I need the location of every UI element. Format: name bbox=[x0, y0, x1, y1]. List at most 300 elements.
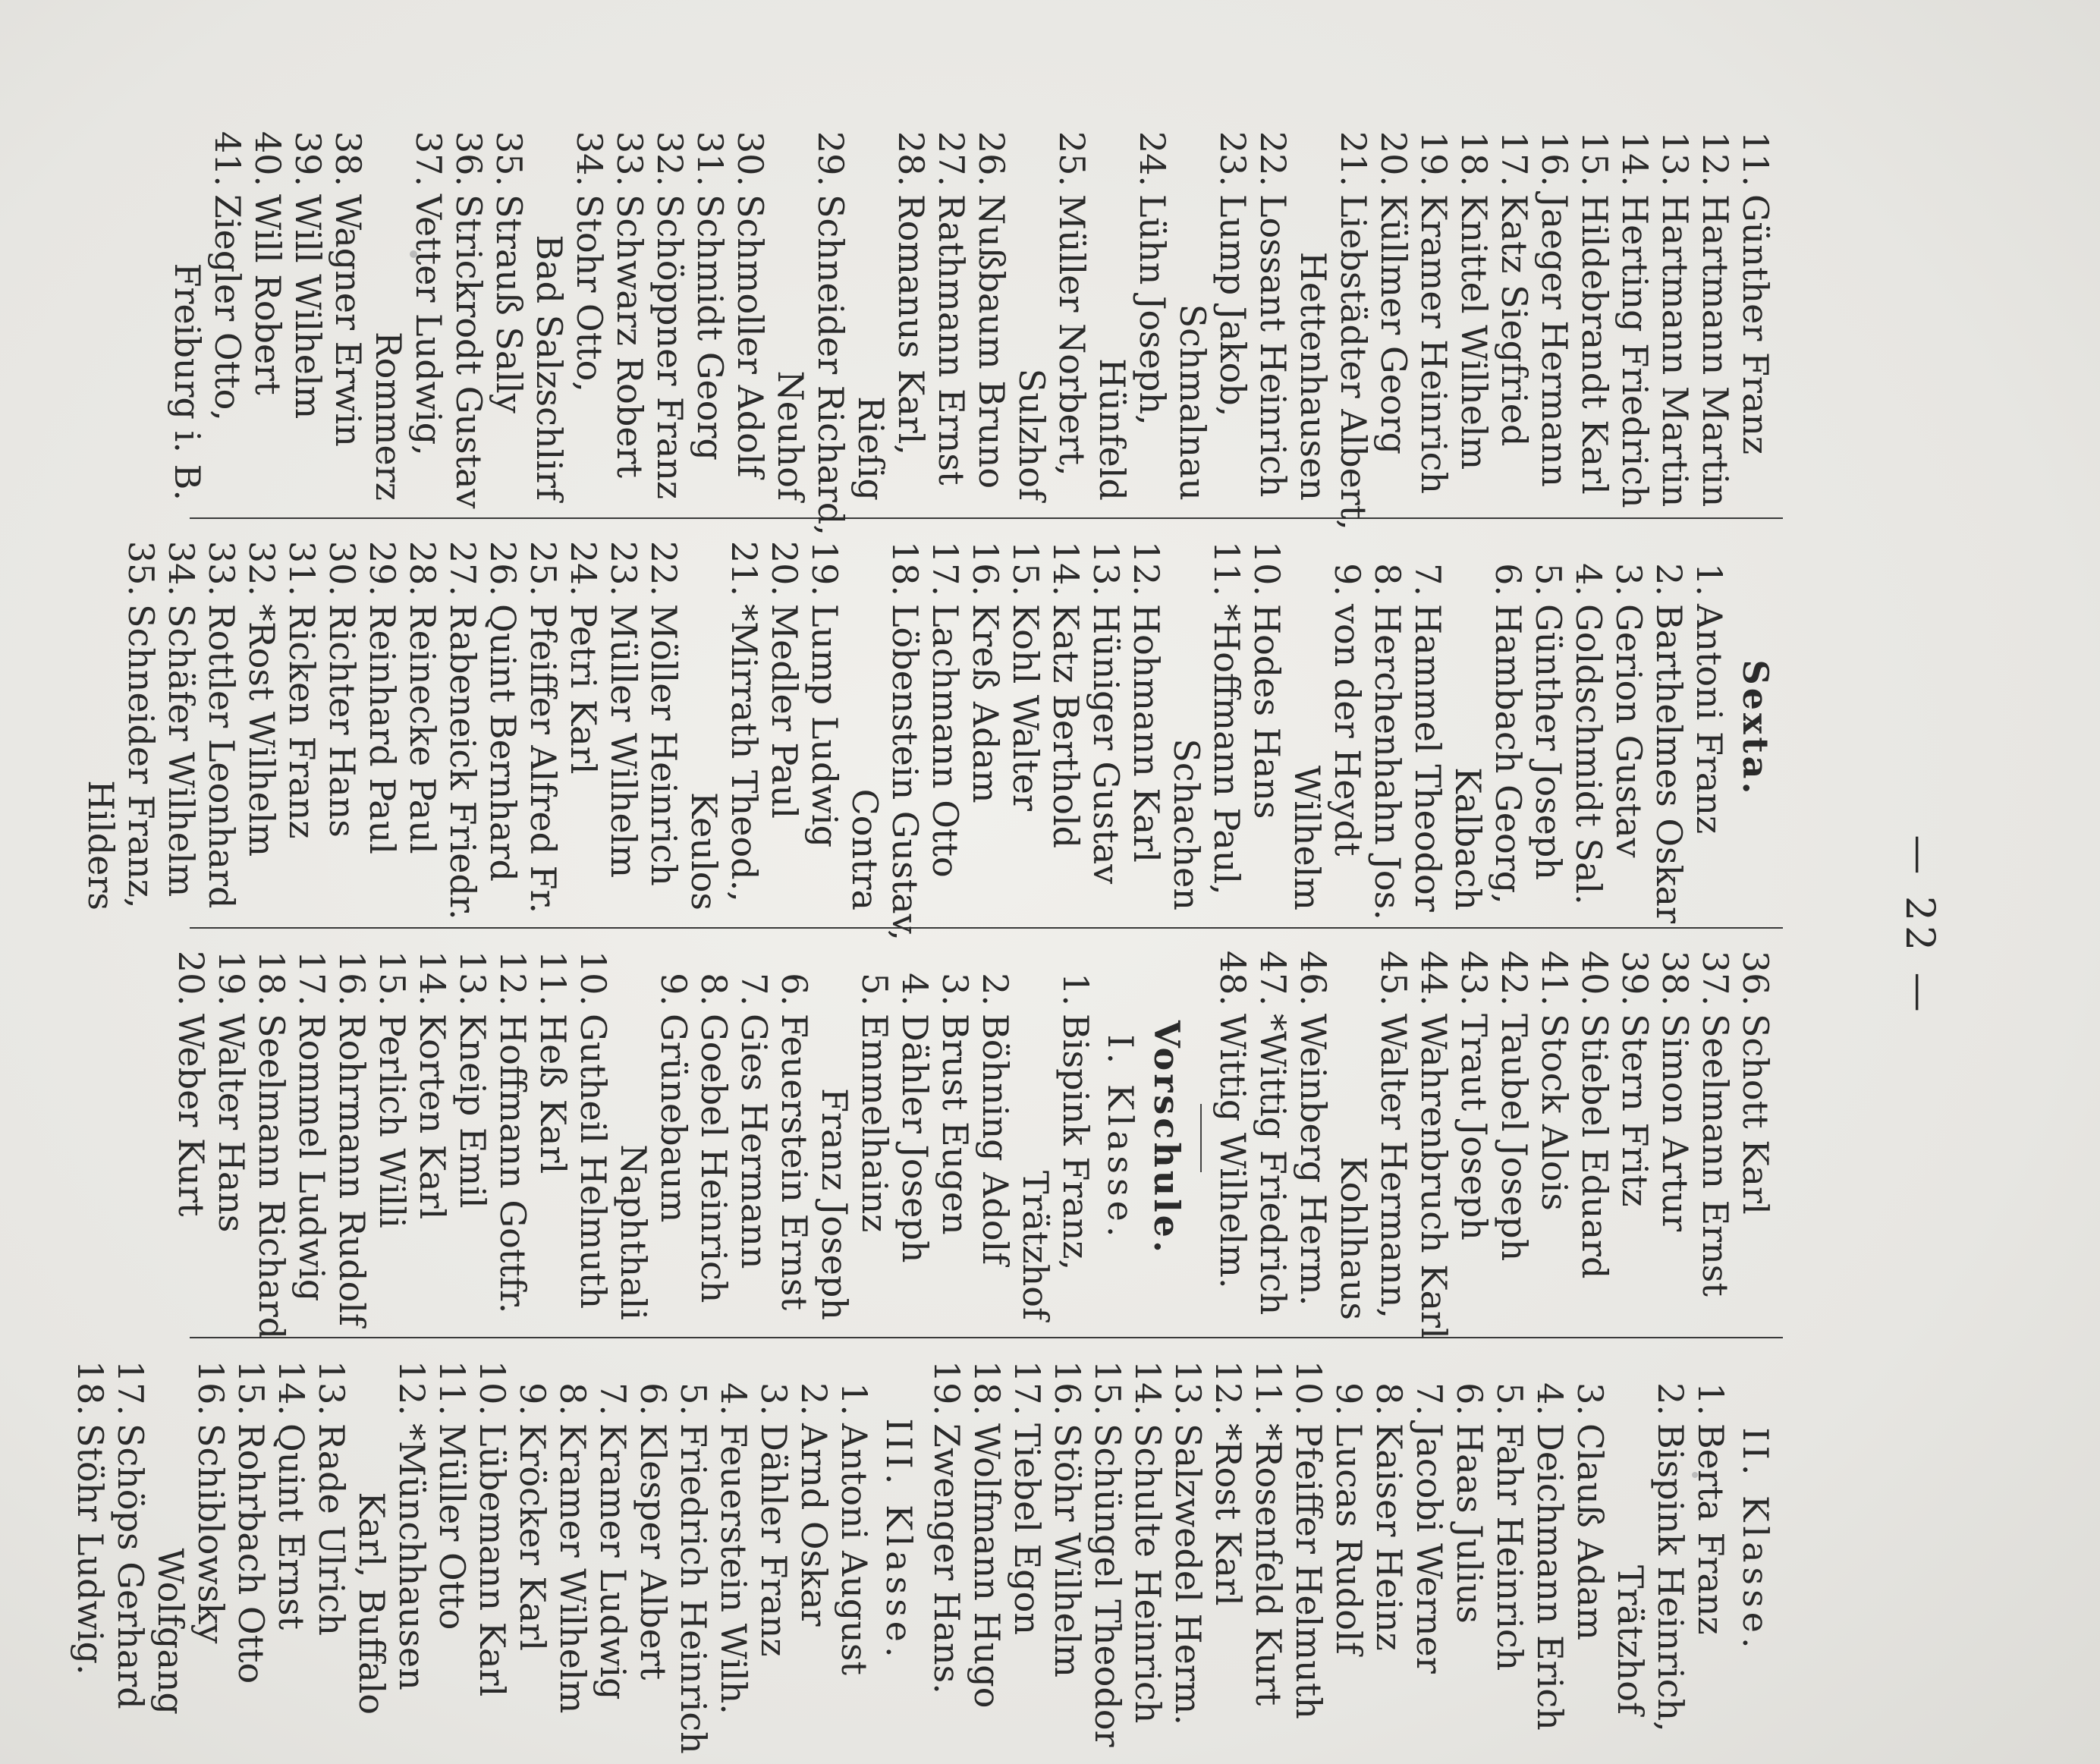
list-item-number: 5. bbox=[1489, 1382, 1530, 1416]
list-item bbox=[190, 1351, 231, 1730]
list-item-number: 15. bbox=[1005, 540, 1046, 596]
list-item-number: 40. bbox=[1574, 950, 1615, 1006]
list-item-name: Schöps Gerhard bbox=[110, 1423, 151, 1709]
list-item-number: 33. bbox=[609, 130, 650, 187]
list-item bbox=[1529, 1351, 1570, 1730]
column-2 bbox=[80, 531, 1776, 941]
list-item-name: Feuerstein Wilh. bbox=[713, 1423, 754, 1715]
list-item bbox=[1248, 1351, 1288, 1730]
list-item bbox=[372, 941, 412, 1335]
list-item-number: 16. bbox=[1534, 130, 1575, 187]
list-item bbox=[1655, 941, 1695, 1335]
list-item-name: Hoffmann Gottfr. bbox=[492, 1014, 533, 1314]
list-item bbox=[1695, 121, 1735, 516]
list-item-name: Petri Karl bbox=[563, 604, 604, 775]
list-item-name: Müller Norbert, bbox=[1052, 194, 1092, 476]
list-item-continuation: Sulzhof bbox=[1011, 368, 1052, 501]
list-item bbox=[1574, 941, 1614, 1335]
list-item bbox=[442, 531, 483, 926]
list-item bbox=[533, 941, 573, 1335]
list-item-continuation: Freiburg i. B. bbox=[167, 263, 208, 501]
list-item-number: 9. bbox=[653, 973, 694, 1006]
list-item-number: 12. bbox=[1695, 130, 1736, 187]
list-item-name: Romanus Karl, bbox=[891, 194, 932, 455]
list-item bbox=[171, 941, 211, 1335]
list-item-continuation: Karl, Buffalo bbox=[351, 1492, 392, 1715]
list-item-number: 2. bbox=[1649, 563, 1690, 596]
list-item-name: Will Robert bbox=[247, 194, 288, 395]
list-item-name: Müller Otto bbox=[432, 1423, 473, 1630]
list-item bbox=[1327, 531, 1367, 926]
list-item-name: Friedrich Heinrich bbox=[673, 1423, 714, 1754]
list-item bbox=[926, 1351, 967, 1730]
list-item-number: 41. bbox=[207, 130, 248, 187]
name-list bbox=[70, 1351, 875, 1754]
list-item-name: Schöppner Franz bbox=[649, 194, 690, 500]
page-number: — 22 — bbox=[1897, 835, 1942, 1017]
list-item-name: Gutheil Helmuth bbox=[573, 1014, 614, 1310]
list-item bbox=[1253, 941, 1293, 1335]
list-item bbox=[121, 531, 161, 926]
list-item-name: Grünebaum bbox=[653, 1014, 694, 1223]
list-item bbox=[834, 1351, 874, 1730]
list-item bbox=[753, 1351, 794, 1730]
list-item-number: 7. bbox=[593, 1382, 633, 1416]
list-item-number: 13. bbox=[452, 950, 493, 1006]
list-item bbox=[573, 941, 613, 1335]
list-item-name: Schmoller Adolf bbox=[730, 194, 771, 478]
list-item bbox=[452, 941, 492, 1335]
list-item-name: Jaeger Hermann bbox=[1534, 194, 1575, 487]
list-item-number: 24. bbox=[1132, 130, 1173, 187]
list-item-name: Traut Joseph bbox=[1454, 1014, 1495, 1240]
list-item bbox=[724, 531, 764, 926]
list-item-name: Herchenhahn Jos. bbox=[1367, 604, 1408, 920]
list-item-number: 22. bbox=[643, 540, 684, 596]
list-item-number: 10. bbox=[573, 950, 614, 1006]
list-item-name: Kramer Wilhelm bbox=[552, 1423, 593, 1714]
list-item-name: Rathmann Ernst bbox=[931, 194, 972, 486]
list-item-number: 3. bbox=[1608, 563, 1649, 596]
name-list bbox=[80, 531, 1730, 941]
list-item-name: Schott Karl bbox=[1735, 1014, 1776, 1215]
list-item bbox=[1568, 531, 1608, 926]
list-item-number: 8. bbox=[693, 973, 734, 1006]
list-item bbox=[649, 121, 690, 516]
list-item-name: Reinhard Paul bbox=[362, 604, 403, 854]
list-item-number: 11. bbox=[533, 950, 574, 1006]
list-item-number: 28. bbox=[402, 540, 443, 596]
list-item-continuation: Hettenhausen bbox=[1293, 251, 1334, 501]
list-item bbox=[1534, 941, 1574, 1335]
list-item-number: 33. bbox=[201, 540, 242, 596]
list-item bbox=[1689, 531, 1729, 926]
list-item bbox=[1206, 531, 1246, 926]
list-item bbox=[673, 1351, 714, 1754]
list-item bbox=[1494, 121, 1534, 516]
class-heading: II. Klasse. bbox=[1735, 1427, 1776, 1653]
list-item bbox=[713, 1351, 753, 1730]
list-item-number: 27. bbox=[931, 130, 972, 187]
list-item bbox=[734, 941, 774, 1335]
list-item-continuation: Schmalnau bbox=[1172, 303, 1213, 501]
list-item-number: 24. bbox=[563, 540, 604, 596]
list-item bbox=[311, 1351, 351, 1730]
list-item-name: Emmelhainz bbox=[854, 1014, 895, 1233]
list-item-number: 17. bbox=[110, 1360, 151, 1416]
list-item-name: Hodes Hans bbox=[1246, 604, 1287, 819]
list-item-number: 39. bbox=[1614, 950, 1655, 1006]
class-heading: III. Klasse. bbox=[879, 1418, 920, 1662]
list-item-name: Schneider Franz, bbox=[121, 604, 162, 909]
list-item-number: 17. bbox=[1494, 130, 1535, 187]
list-item-name: Schulte Heinrich bbox=[1127, 1423, 1168, 1724]
list-item-name: Goebel Heinrich bbox=[693, 1014, 734, 1303]
section-heading-vorschule: Vorschule. bbox=[1146, 1020, 1187, 1256]
list-item-name: Kneip Emil bbox=[452, 1014, 493, 1209]
list-item-number: 14. bbox=[271, 1360, 312, 1416]
list-item-number: 15. bbox=[231, 1360, 272, 1416]
list-item-name: Rommel Ludwig bbox=[291, 1014, 332, 1302]
list-item bbox=[1695, 941, 1735, 1335]
list-item-name: *Münchhausen bbox=[391, 1423, 432, 1690]
list-item-continuation: Contra bbox=[844, 788, 885, 910]
list-item-name: Liebstädter Albert, bbox=[1333, 194, 1374, 530]
list-item bbox=[643, 531, 684, 926]
list-item-name: Jacobi Werner bbox=[1409, 1423, 1450, 1674]
list-item-name: Küllmer Georg bbox=[1373, 194, 1414, 454]
list-item-name: Deichmann Erich bbox=[1529, 1423, 1570, 1731]
list-item bbox=[408, 121, 448, 516]
list-item bbox=[975, 941, 1015, 1335]
list-item-number: 8. bbox=[552, 1382, 593, 1416]
list-item-name: Wagner Erwin bbox=[328, 194, 369, 447]
list-item bbox=[1449, 1351, 1489, 1730]
list-item bbox=[1655, 121, 1695, 516]
list-item bbox=[251, 941, 292, 1340]
list-item-name: Katz Berthold bbox=[1045, 604, 1086, 849]
list-item-name: Bispink Franz, bbox=[1055, 1014, 1096, 1271]
list-item-number: 6. bbox=[633, 1382, 674, 1416]
list-item-number: 26. bbox=[483, 540, 523, 596]
list-item-number: 3. bbox=[753, 1382, 794, 1416]
list-item-name: *Hoffmann Paul, bbox=[1206, 604, 1247, 895]
list-item-number: 3. bbox=[1570, 1382, 1611, 1416]
list-item-number: 1. bbox=[1690, 1382, 1731, 1416]
list-item-number: 35. bbox=[489, 130, 530, 187]
list-item bbox=[693, 941, 734, 1335]
list-item-name: Günther Franz bbox=[1735, 194, 1776, 455]
list-item-name: Kohl Walter bbox=[1005, 604, 1046, 811]
name-list bbox=[1212, 941, 1776, 1339]
list-item-number: 4. bbox=[1568, 563, 1609, 596]
list-item-number: 20. bbox=[1373, 130, 1414, 187]
list-item-name: Ziegler Otto, bbox=[207, 194, 248, 421]
list-item-number: 14. bbox=[412, 950, 453, 1006]
list-item-name: Wittig Wilhelm. bbox=[1212, 1014, 1253, 1289]
list-item bbox=[1293, 941, 1333, 1335]
list-item bbox=[201, 531, 241, 926]
list-item bbox=[402, 531, 442, 926]
list-item bbox=[271, 1351, 311, 1730]
list-item-number: 6. bbox=[774, 973, 815, 1006]
list-item-name: Stöhr Ludwig. bbox=[70, 1423, 111, 1675]
list-item bbox=[1735, 941, 1775, 1335]
list-item bbox=[1608, 531, 1649, 926]
list-item bbox=[1007, 1351, 1047, 1730]
list-item-name: Nußbaum Bruno bbox=[971, 194, 1012, 489]
list-item-number: 12. bbox=[1208, 1360, 1249, 1416]
list-item-name: Lump Jakob, bbox=[1212, 194, 1253, 417]
list-item bbox=[247, 121, 288, 516]
list-item bbox=[332, 941, 372, 1335]
list-item-name: Stern Fritz bbox=[1614, 1014, 1655, 1207]
list-item-name: Richter Hans bbox=[322, 604, 363, 838]
list-item-number: 16. bbox=[965, 540, 1006, 596]
list-item bbox=[1454, 121, 1494, 516]
list-item bbox=[1168, 1351, 1208, 1730]
list-item-name: Weinberg Herm. bbox=[1293, 1014, 1334, 1306]
list-item bbox=[609, 121, 649, 516]
list-item-number: 30. bbox=[322, 540, 363, 596]
list-item bbox=[1127, 1351, 1168, 1730]
list-item bbox=[569, 121, 609, 516]
list-item-name: Lübemann Karl bbox=[472, 1423, 513, 1697]
list-item-number: 12. bbox=[391, 1360, 432, 1416]
name-list bbox=[167, 121, 1776, 536]
column-divider bbox=[190, 517, 1783, 519]
list-item-continuation: Kalbach bbox=[1448, 767, 1489, 910]
list-item bbox=[1407, 531, 1448, 926]
list-item bbox=[1047, 1351, 1087, 1730]
list-item-name: Haas Julius bbox=[1449, 1423, 1490, 1624]
list-item-number: 18. bbox=[885, 540, 926, 596]
list-item-name: Seelmann Ernst bbox=[1695, 1014, 1736, 1297]
list-item-name: Goldschmidt Sal. bbox=[1568, 604, 1609, 905]
list-item-number: 21. bbox=[1333, 130, 1374, 187]
list-item-number: 36. bbox=[448, 130, 489, 187]
list-item-number: 11. bbox=[1248, 1360, 1289, 1416]
list-item-number: 13. bbox=[311, 1360, 352, 1416]
list-item-number: 27. bbox=[442, 540, 483, 596]
list-item-name: Pfeiffer Alfred Fr. bbox=[523, 604, 564, 914]
list-item-continuation: Hünfeld bbox=[1092, 358, 1133, 501]
list-item bbox=[563, 531, 603, 926]
list-item bbox=[512, 1351, 552, 1730]
list-item-number: 18. bbox=[70, 1360, 111, 1416]
list-item bbox=[810, 121, 851, 536]
list-item-number: 16. bbox=[190, 1360, 231, 1416]
list-item-name: Brust Eugen bbox=[935, 1014, 976, 1235]
list-item-number: 12. bbox=[1126, 540, 1167, 596]
list-item-name: Gies Hermann bbox=[734, 1014, 775, 1269]
list-item-number: 8. bbox=[1367, 563, 1408, 596]
list-item-number: 45. bbox=[1373, 950, 1414, 1006]
list-item-number: 37. bbox=[1695, 950, 1736, 1006]
list-item-name: Stöhr Wilhelm bbox=[1047, 1423, 1088, 1678]
list-item bbox=[1574, 121, 1614, 516]
list-item-number: 19. bbox=[211, 950, 252, 1006]
list-item-name: Berta Franz bbox=[1690, 1423, 1731, 1635]
list-item-continuation: Rieſig bbox=[850, 396, 891, 501]
list-item-number: 13. bbox=[1655, 130, 1696, 187]
list-item-name: Herting Friedrich bbox=[1614, 194, 1655, 508]
list-item bbox=[1373, 941, 1413, 1335]
list-item-name: Taubel Joseph bbox=[1494, 1014, 1535, 1262]
list-item bbox=[1246, 531, 1287, 926]
list-item-name: Stiebel Eduard bbox=[1574, 1014, 1615, 1279]
list-item-name: Lossant Heinrich bbox=[1253, 194, 1294, 498]
list-item-number: 9. bbox=[1327, 563, 1368, 596]
list-item-name: Möller Heinrich bbox=[643, 604, 684, 886]
name-list bbox=[926, 1351, 1731, 1747]
list-item-number: 9. bbox=[512, 1382, 553, 1416]
list-item-number: 14. bbox=[1614, 130, 1655, 187]
list-item-name: Heß Karl bbox=[533, 1014, 574, 1174]
list-item bbox=[1005, 531, 1045, 926]
list-item-name: Schmidt Georg bbox=[690, 194, 731, 461]
list-item-number: 15. bbox=[1574, 130, 1615, 187]
list-item bbox=[1488, 531, 1528, 926]
list-item-name: Clauß Adam bbox=[1570, 1423, 1611, 1641]
list-item bbox=[161, 531, 201, 926]
list-item bbox=[1413, 941, 1454, 1339]
list-item-number: 7. bbox=[1407, 563, 1448, 596]
list-item bbox=[633, 1351, 673, 1730]
list-item-number: 18. bbox=[251, 950, 292, 1006]
list-item bbox=[412, 941, 452, 1335]
list-item bbox=[207, 121, 247, 516]
list-item-number: 37. bbox=[408, 130, 449, 187]
list-item bbox=[653, 941, 693, 1335]
list-item-number: 18. bbox=[1454, 130, 1495, 187]
list-item bbox=[967, 1351, 1007, 1730]
column-1 bbox=[167, 121, 1776, 536]
list-item-name: Zwenger Hans. bbox=[926, 1423, 967, 1694]
list-item bbox=[1409, 1351, 1449, 1730]
list-item bbox=[730, 121, 770, 516]
list-item-name: Schäfer Wilhelm bbox=[161, 604, 202, 898]
list-item-name: Schüngel Theodor bbox=[1087, 1423, 1128, 1747]
list-item-name: Löbenstein Gustav, bbox=[885, 604, 926, 941]
list-item bbox=[925, 531, 965, 926]
list-item-number: 10. bbox=[472, 1360, 513, 1416]
list-item bbox=[1373, 121, 1413, 516]
list-item-number: 11. bbox=[1735, 130, 1776, 187]
list-item bbox=[593, 1351, 633, 1730]
list-item-name: Hammel Theodor bbox=[1407, 604, 1448, 912]
list-item-number: 26. bbox=[971, 130, 1012, 187]
list-item-number: 10. bbox=[1246, 540, 1287, 596]
list-item-number: 29. bbox=[810, 130, 851, 187]
list-item-name: Quint Bernhard bbox=[483, 604, 523, 882]
list-item-number: 14. bbox=[1127, 1360, 1168, 1416]
list-item bbox=[472, 1351, 512, 1730]
list-item-continuation: Rommerz bbox=[368, 331, 409, 501]
list-item-number: 41. bbox=[1534, 950, 1575, 1006]
list-item-name: Wolfmann Hugo bbox=[967, 1423, 1008, 1709]
list-item bbox=[1288, 1351, 1328, 1730]
list-item bbox=[690, 121, 730, 516]
list-item-number: 42. bbox=[1494, 950, 1535, 1006]
list-item-name: Rottler Leonhard bbox=[201, 604, 242, 909]
list-item-number: 31. bbox=[690, 130, 731, 187]
list-item-number: 43. bbox=[1454, 950, 1495, 1006]
list-item bbox=[1534, 121, 1574, 516]
list-item-number: 39. bbox=[288, 130, 329, 187]
column-4 bbox=[70, 1351, 1776, 1754]
list-item-number: 38. bbox=[328, 130, 369, 187]
list-item bbox=[1055, 941, 1096, 1335]
list-item-name: Hildebrandt Karl bbox=[1574, 194, 1615, 495]
list-item bbox=[971, 121, 1011, 516]
list-item-continuation: Franz Joseph bbox=[814, 1088, 855, 1320]
list-item-name: Reinecke Paul bbox=[402, 604, 443, 854]
list-item bbox=[288, 121, 328, 516]
list-item-name: Stohr Otto, bbox=[569, 194, 610, 392]
list-item-number: 19. bbox=[1413, 130, 1454, 187]
list-item-name: Perlich Willi bbox=[372, 1014, 413, 1228]
list-item bbox=[1413, 121, 1454, 516]
list-item-number: 3. bbox=[935, 973, 976, 1006]
list-item-name: Ricken Franz bbox=[281, 604, 322, 839]
list-item-number: 35. bbox=[121, 540, 162, 596]
list-item bbox=[1494, 941, 1534, 1335]
list-item bbox=[391, 1351, 432, 1730]
list-item bbox=[1052, 121, 1092, 516]
list-item-number: 34. bbox=[569, 130, 610, 187]
list-item-name: Rohrmann Rudolf bbox=[332, 1014, 373, 1327]
list-item-number: 17. bbox=[291, 950, 332, 1006]
list-item-number: 18. bbox=[967, 1360, 1008, 1416]
list-item-name: Strauß Sally bbox=[489, 194, 530, 413]
column-divider bbox=[190, 1337, 1783, 1338]
list-item-number: 9. bbox=[1328, 1382, 1369, 1416]
list-item-name: Katz Siegfried bbox=[1494, 194, 1535, 447]
list-item bbox=[1212, 941, 1253, 1335]
list-item-name: Antoni August bbox=[834, 1423, 875, 1675]
list-item-name: *Rost Karl bbox=[1208, 1423, 1249, 1606]
list-item bbox=[1690, 1351, 1731, 1730]
list-item-name: Hohmann Karl bbox=[1126, 604, 1167, 863]
list-item-name: Stock Alois bbox=[1534, 1014, 1575, 1211]
list-item-number: 20. bbox=[171, 950, 212, 1006]
list-item bbox=[1650, 1351, 1690, 1730]
list-item-name: Schneider Richard, bbox=[810, 194, 851, 536]
list-item-name: Kaiser Heinz bbox=[1369, 1423, 1410, 1651]
list-item bbox=[328, 121, 368, 516]
list-item-name: Knittel Wilhelm bbox=[1454, 194, 1495, 470]
list-item-continuation: Schachen bbox=[1166, 738, 1207, 910]
list-item bbox=[322, 531, 362, 926]
list-item-number: 13. bbox=[1168, 1360, 1209, 1416]
list-item-name: Lump Ludwig bbox=[804, 604, 845, 848]
list-item-number: 5. bbox=[854, 973, 895, 1006]
list-item-name: Dähler Franz bbox=[753, 1423, 794, 1657]
list-item bbox=[1614, 121, 1655, 516]
list-item-number: 44. bbox=[1413, 950, 1454, 1006]
list-item bbox=[231, 1351, 271, 1730]
list-item bbox=[362, 531, 402, 926]
list-item-name: Fahr Heinrich bbox=[1489, 1423, 1530, 1671]
column-divider bbox=[190, 927, 1783, 929]
list-item-number: 7. bbox=[1409, 1382, 1450, 1416]
list-item-name: Böhning Adolf bbox=[975, 1014, 1016, 1266]
list-item-name: Wahrenbruch Karl bbox=[1413, 1014, 1454, 1339]
list-item bbox=[70, 1351, 110, 1730]
list-item bbox=[1208, 1351, 1248, 1730]
list-item-number: 25. bbox=[1052, 130, 1092, 187]
